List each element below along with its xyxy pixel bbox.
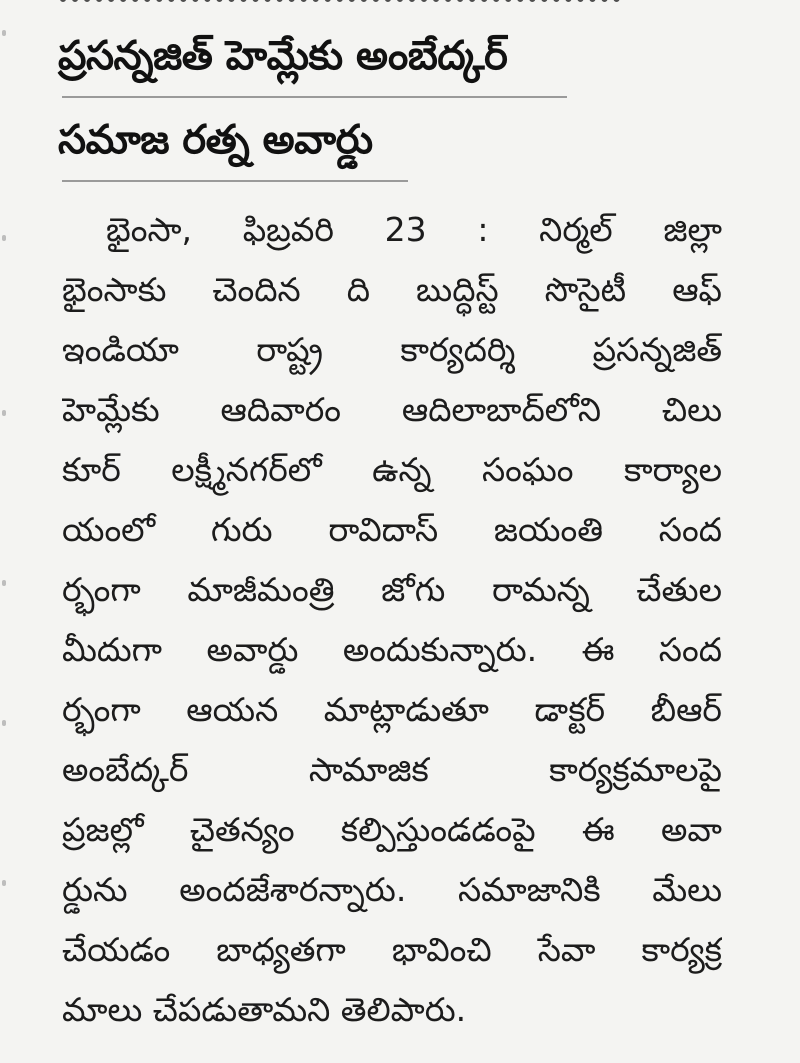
- headline-line-2: సమాజ రత్న అవార్డు: [58, 117, 373, 163]
- body-line: ర్భంగా మాజీమంత్రి జోగు రామన్న చేతుల: [62, 570, 722, 609]
- body-line: యంలో గురు రావిదాస్ జయంతి సంద: [62, 510, 722, 549]
- headline-underline-1: [62, 96, 567, 98]
- scan-edge-mark: [2, 880, 6, 886]
- body-line: చేయడం బాధ్యతగా భావించి సేవా కార్యక్ర: [62, 930, 722, 969]
- article-body: [62, 200, 722, 1040]
- body-line: ర్భంగా ఆయన మాట్లాడుతూ డాక్టర్ బీఆర్: [62, 690, 722, 729]
- cropped-previous-text: [60, 0, 660, 10]
- body-line: హెమ్లేకు ఆదివారం ఆదిలాబాద్‌లోని చిలు: [62, 390, 722, 429]
- scan-edge-mark: [2, 720, 6, 726]
- headline-underline-2: [62, 180, 408, 182]
- body-line: భైంసాకు చెందిన ది బుద్ధిస్ట్ సొసైటీ ఆఫ్: [62, 270, 722, 309]
- body-line: మాలు చేపడుతామని తెలిపారు.: [62, 990, 467, 1029]
- scan-edge-mark: [2, 410, 6, 416]
- body-line: ర్డును అందజేశారన్నారు. సమాజానికి మేలు: [62, 870, 722, 909]
- headline-line-1: ప్రసన్నజిత్ హెమ్లేకు అంబేద్కర్: [58, 33, 508, 79]
- body-line: మీదుగా అవార్డు అందుకున్నారు. ఈ సంద: [62, 630, 722, 669]
- scan-edge-mark: [2, 580, 6, 586]
- scan-edge: [0, 0, 14, 1063]
- scan-edge-mark: [2, 30, 6, 36]
- body-line: భైంసా, ఫిబ్రవరి 23 : నిర్మల్ జిల్లా: [106, 210, 722, 249]
- body-line: కూర్ లక్ష్మీనగర్‌లో ఉన్న సంఘం కార్యాల: [62, 450, 722, 489]
- body-line: ఇండియా రాష్ట్ర కార్యదర్శి ప్రసన్నజిత్: [62, 330, 722, 369]
- body-line: అంబేద్కర్ సామాజిక కార్యక్రమాలపై: [62, 750, 722, 789]
- body-line: ప్రజల్లో చైతన్యం కల్పిస్తుండడంపై ఈ అవా: [62, 810, 722, 849]
- scan-edge-mark: [2, 235, 6, 241]
